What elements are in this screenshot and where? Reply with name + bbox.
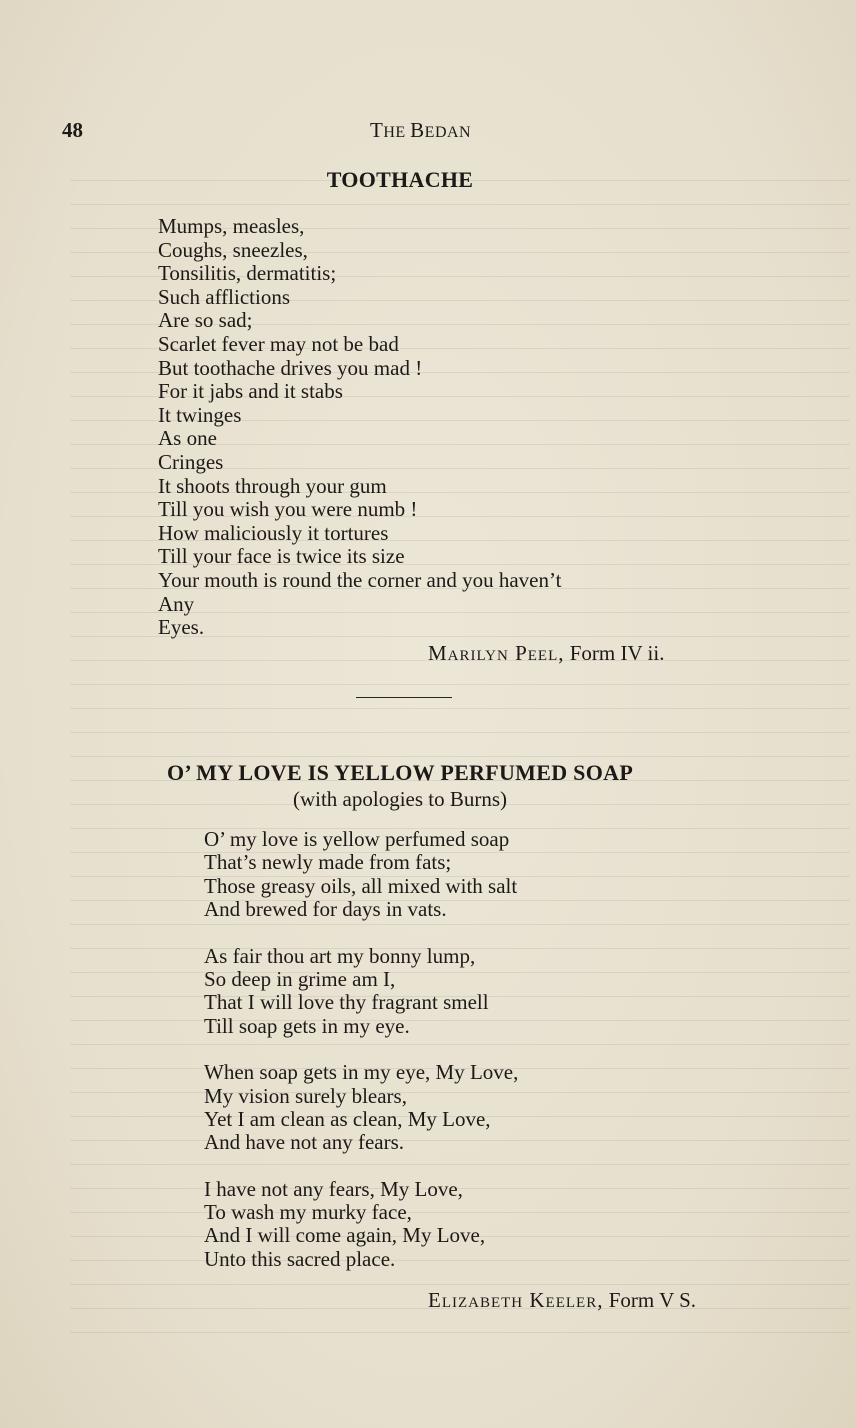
poem-line: And have not any fears.	[204, 1130, 405, 1155]
stanza	[204, 828, 764, 922]
running-title-part-edan: EDAN	[424, 124, 472, 141]
section-divider	[356, 697, 452, 698]
poem-line: That’s newly made from fats;	[204, 850, 452, 875]
poem-line: When soap gets in my eye, My Love,	[204, 1060, 519, 1085]
poem-line: Scarlet fever may not be bad	[158, 331, 399, 356]
poem-line: To wash my murky face,	[204, 1200, 412, 1225]
poem-toothache	[158, 215, 758, 640]
poem-line: But toothache drives you mad !	[158, 355, 423, 380]
poem-line: Cringes	[158, 449, 224, 474]
poem-line: Till soap gets in my eye.	[204, 1013, 410, 1038]
author-form: Form IV ii.	[564, 641, 665, 665]
poem-subtitle-soap: (with apologies to Burns)	[292, 787, 508, 811]
poem-line: So deep in grime am I,	[204, 966, 396, 991]
poem-line: As one	[158, 426, 217, 451]
poem-line: Yet I am clean as clean, My Love,	[204, 1106, 491, 1131]
poem-line: I have not any fears, My Love,	[204, 1176, 463, 1201]
running-title	[370, 118, 471, 143]
running-title-part-he: HE	[383, 124, 411, 141]
running-title-initial-b: B	[410, 118, 425, 142]
poem-line: How maliciously it tortures	[158, 520, 389, 545]
poem-line: It shoots through your gum	[158, 473, 387, 498]
author-form: Form V S.	[603, 1288, 697, 1312]
poem-line: That I will love thy fragrant smell	[204, 990, 489, 1015]
poem-line: O’ my love is yellow perfumed soap	[204, 827, 510, 851]
poem-line: And brewed for days in vats.	[204, 897, 447, 922]
poem-line: As fair thou art my bonny lump,	[204, 943, 476, 968]
page-number: 48	[62, 118, 83, 142]
poem-line: Till you wish you were numb !	[158, 497, 418, 522]
poem-line: Mumps, measles,	[158, 214, 305, 238]
author-name: Marilyn Peel,	[428, 641, 565, 665]
poem-line: My vision surely blears,	[204, 1083, 407, 1108]
poem-line: And I will come again, My Love,	[204, 1223, 486, 1248]
stanza	[204, 1061, 764, 1155]
author-name: Elizabeth Keeler,	[428, 1288, 604, 1312]
author-credit-toothache	[428, 641, 664, 666]
poem-line: Such afflictions	[158, 284, 291, 309]
poem-line: Till your face is twice its size	[158, 544, 405, 569]
poem-line: Tonsilitis, dermatitis;	[158, 261, 337, 286]
stanza	[204, 945, 764, 1039]
poem-line: Eyes.	[158, 615, 205, 640]
author-credit-soap	[428, 1288, 696, 1313]
stanza	[204, 1178, 764, 1272]
poem-line: Are so sad;	[158, 308, 253, 333]
poem-line: Any	[158, 591, 195, 616]
poem-line: Those greasy oils, all mixed with salt	[204, 873, 518, 898]
poem-title-soap: O’ MY LOVE IS YELLOW PERFUMED SOAP	[166, 760, 634, 785]
poem-title-toothache: TOOTHACHE	[326, 167, 474, 192]
poem-line: It twinges	[158, 402, 242, 427]
page-header	[62, 118, 802, 148]
poem-line: Unto this sacred place.	[204, 1246, 396, 1271]
poem-line: For it jabs and it stabs	[158, 379, 343, 404]
running-title-initial-t: T	[370, 118, 384, 142]
poem-line: Coughs, sneezles,	[158, 237, 308, 262]
poem-line: Your mouth is round the corner and you haven’t	[158, 567, 562, 592]
poem-soap	[204, 828, 764, 1294]
